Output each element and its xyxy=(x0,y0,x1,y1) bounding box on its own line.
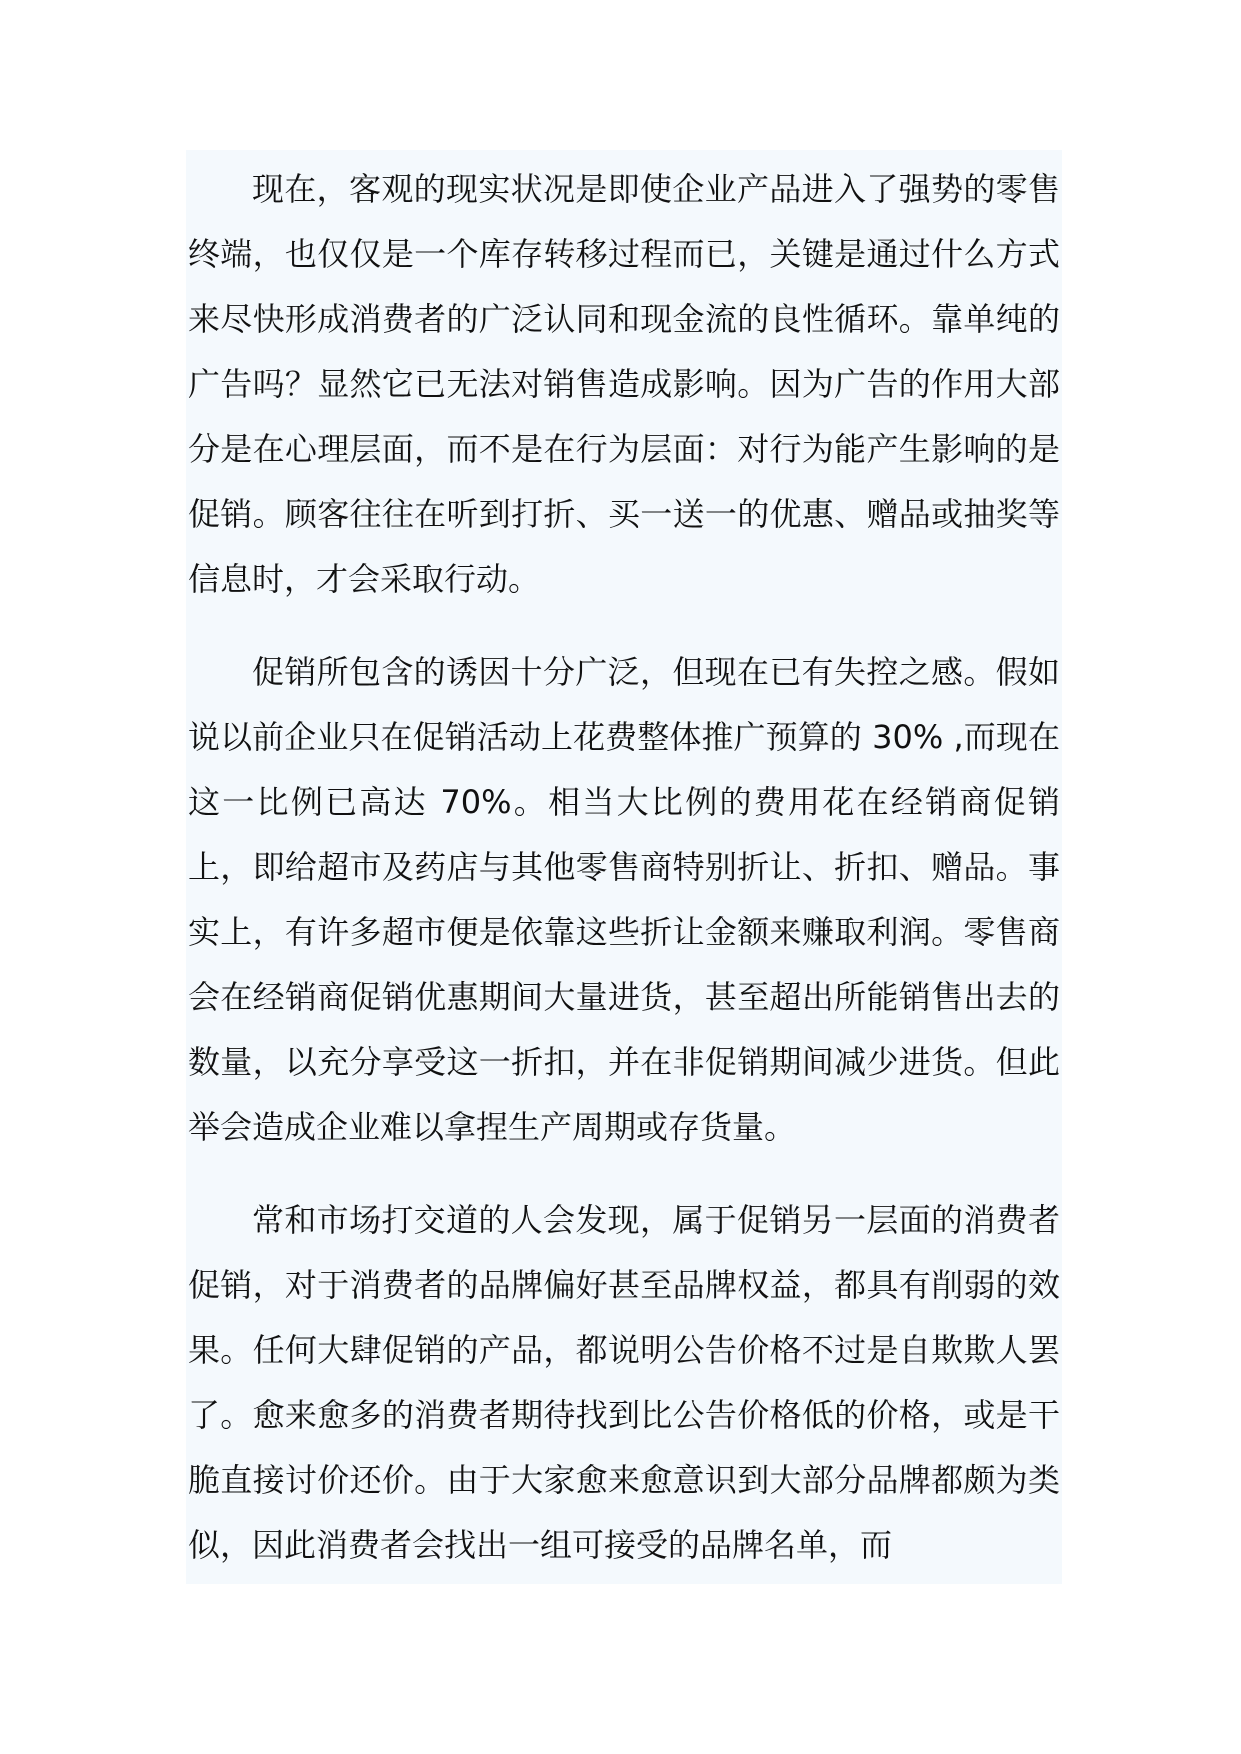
text-block xyxy=(186,150,1062,1584)
paragraph-3: 常和市场打交道的人会发现，属于促销另一层面的消费者促销，对于消费者的品牌偏好甚至品牌权益，都具有削弱的效果。任何大肆促销的产品，都说明公告价格不过是自欺欺人罢了。愈来愈多的消费者期待找到比公告价格低的价格，或是干脆直接讨价还价。由于大家愈来愈意识到大部分品牌都颇为类似，因此消费者会找出一组可接受的品牌名单，而 xyxy=(188,1201,1060,1564)
paragraph-2: 促销所包含的诱因十分广泛，但现在已有失控之感。假如说以前企业只在促销活动上花费整体推广预算的 30% ,而现在这一比例已高达 70%。相当大比例的费用花在经销商促销上，即给超市及药店与其他零售商特别折让、折扣、赠品。事实上，有许多超市便是依靠这些折让金额来赚取利润。零售商会在经销商促销优惠期间大量进货，甚至超出所能销售出去的数量，以充分享受这一折扣，并在非促销期间减少进货。但此举会造成企业难以拿捏生产周期或存货量。 xyxy=(188,653,1060,1146)
paragraph-1: 现在，客观的现实状况是即使企业产品进入了强势的零售终端，也仅仅是一个库存转移过程而已，关键是通过什么方式来尽快形成消费者的广泛认同和现金流的良性循环。靠单纯的广告吗？显然它已无法对销售造成影响。因为广告的作用大部分是在心理层面，而不是在行为层面：对行为能产生影响的是促销。顾客往往在听到打折、买一送一的优惠、赠品或抽奖等信息时，才会采取行动。 xyxy=(188,170,1060,598)
text-body xyxy=(188,157,1060,1578)
